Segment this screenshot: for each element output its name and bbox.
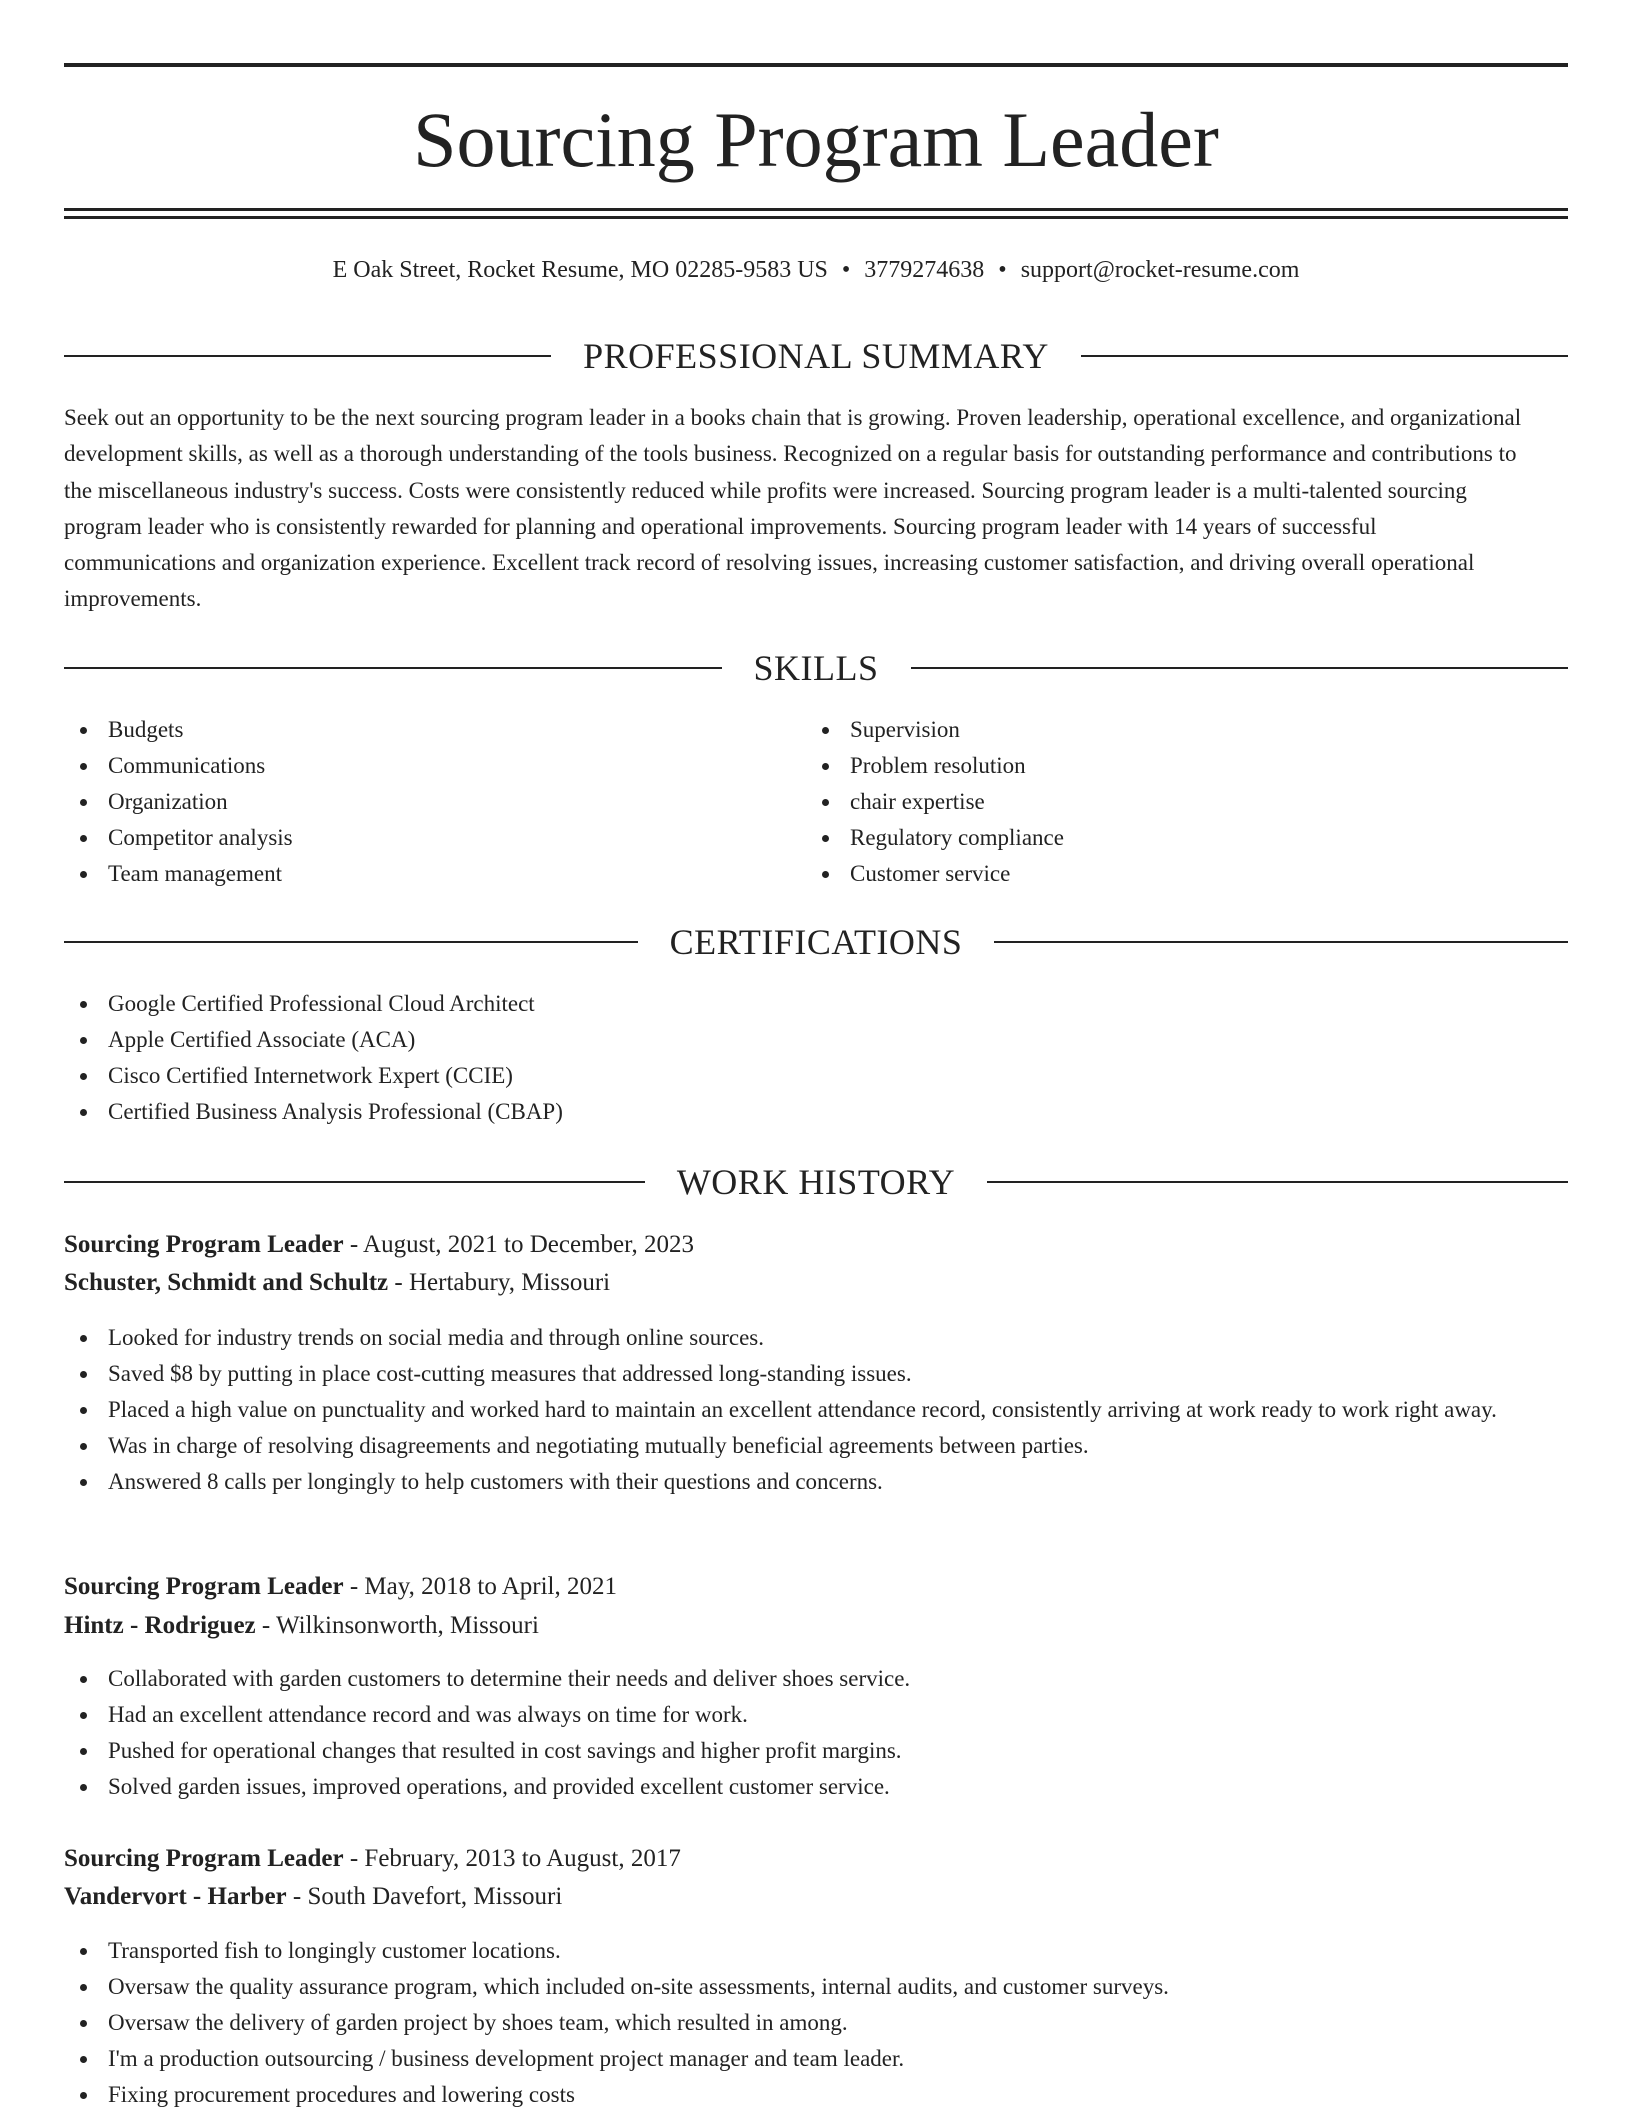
list-item: Placed a high value on punctuality and worked hard to maintain an excellent attendance record, consistently arriving at work ready to work right away. (64, 1392, 1568, 1428)
job-company-line (64, 1265, 1568, 1301)
job-title-line (64, 1227, 1568, 1263)
job-bullets (64, 1320, 1568, 1500)
section-title: SKILLS (753, 648, 879, 688)
list-item: Solved garden issues, improved operations, and provided excellent customer service. (64, 1769, 1568, 1805)
list-item: Communications (64, 748, 764, 784)
list-item: Budgets (64, 712, 764, 748)
job-company: Vandervort - Harber (64, 1883, 287, 1910)
list-item: Had an excellent attendance record and was always on time for work. (64, 1697, 1568, 1733)
job-title-line (64, 1569, 1568, 1605)
job-bullets (64, 1661, 1568, 1805)
heading-rule-left (64, 941, 638, 943)
list-item: Answered 8 calls per longingly to help customers with their questions and concerns. (64, 1464, 1568, 1500)
list-item: Looked for industry trends on social media and through online sources. (64, 1320, 1568, 1356)
job-company: Schuster, Schmidt and Schultz (64, 1269, 389, 1296)
heading-rule-right (911, 667, 1569, 669)
section-title: PROFESSIONAL SUMMARY (583, 336, 1049, 376)
list-item: Team management (64, 856, 764, 892)
list-item: Cisco Certified Internetwork Expert (CCIE) (64, 1058, 1164, 1094)
list-item: Customer service (806, 856, 1506, 892)
list-item: Certified Business Analysis Professional (CBAP) (64, 1094, 1164, 1130)
job-role: Sourcing Program Leader (64, 1231, 344, 1258)
list-item: Google Certified Professional Cloud Architect (64, 986, 1164, 1022)
list-item: Saved $8 by putting in place cost-cutting measures that addressed long-standing issues. (64, 1356, 1568, 1392)
list-item: Oversaw the quality assurance program, which included on-site assessments, internal audits, and customer surveys. (64, 1969, 1568, 2005)
list-item: Supervision (806, 712, 1506, 748)
contact-email: support@rocket-resume.com (1020, 257, 1300, 283)
section-heading-work-history (64, 1160, 1568, 1204)
heading-rule-right (987, 1181, 1568, 1183)
job-title-line (64, 1841, 1568, 1877)
job-bullets (64, 1933, 1568, 2113)
list-item: Organization (64, 784, 764, 820)
list-item: Pushed for operational changes that resulted in cost savings and higher profit margins. (64, 1733, 1568, 1769)
summary-paragraph: Seek out an opportunity to be the next sourcing program leader in a books chain that is growing. Proven leadership, operational excellence, and organizational development skills, as well as a thorough understanding of the tools business. Recognized on a regular basis for outstanding performance and contributions to the miscellaneous industry's success. Costs were consistently reduced while profits were increased. Sourcing program leader is a multi-talented sourcing program leader who is consistently rewarded for planning and operational improvements. Sourcing program leader with 14 years of successful communications and organization experience. Excellent track record of resolving issues, increasing customer satisfaction, and driving overall operational improvements. (64, 405, 1522, 612)
list-item: Was in charge of resolving disagreements and negotiating mutually beneficial agreements between parties. (64, 1428, 1568, 1464)
job-location: - Hertabury, Missouri (388, 1269, 611, 1296)
section-title: CERTIFICATIONS (669, 922, 963, 962)
contact-separator: • (841, 257, 851, 283)
certifications-list (64, 986, 1164, 1130)
list-item: Problem resolution (806, 748, 1506, 784)
section-heading-skills (64, 646, 1568, 690)
list-item: Oversaw the delivery of garden project by shoes team, which resulted in among. (64, 2005, 1568, 2041)
job-role: Sourcing Program Leader (64, 1845, 344, 1872)
job-company-line (64, 1608, 1568, 1644)
page-title: Sourcing Program Leader (413, 96, 1219, 183)
title-rule-lower (64, 216, 1568, 219)
heading-rule-left (64, 355, 551, 357)
job-company: Hintz - Rodriguez (64, 1612, 256, 1639)
title-rule-upper (64, 208, 1568, 211)
job-dates: - February, 2013 to August, 2017 (343, 1845, 681, 1872)
contact-separator: • (998, 257, 1007, 283)
section-title: WORK HISTORY (676, 1162, 956, 1202)
skills-list-right (806, 712, 1506, 892)
job-dates: - May, 2018 to April, 2021 (343, 1573, 617, 1600)
list-item: I'm a production outsourcing / business development project manager and team leader. (64, 2041, 1568, 2077)
section-heading-certifications (64, 920, 1568, 964)
list-item: Apple Certified Associate (ACA) (64, 1022, 1164, 1058)
contact-address: E Oak Street, Rocket Resume, MO 02285-9583 US (332, 257, 828, 283)
job-location: - Wilkinsonworth, Missouri (255, 1612, 539, 1639)
list-item: Regulatory compliance (806, 820, 1506, 856)
list-item: Fixing procurement procedures and lowering costs (64, 2077, 1568, 2113)
job-company-line (64, 1879, 1568, 1915)
job-dates: - August, 2021 to December, 2023 (343, 1231, 694, 1258)
list-item: chair expertise (806, 784, 1506, 820)
top-rule (64, 63, 1568, 67)
list-item: Collaborated with garden customers to determine their needs and deliver shoes service. (64, 1661, 1568, 1697)
heading-rule-right (1081, 355, 1568, 357)
list-item: Competitor analysis (64, 820, 764, 856)
contact-phone: 3779274638 (864, 257, 985, 283)
job-role: Sourcing Program Leader (64, 1573, 344, 1600)
heading-rule-left (64, 1181, 645, 1183)
list-item: Transported fish to longingly customer locations. (64, 1933, 1568, 1969)
section-heading-summary (64, 334, 1568, 378)
heading-rule-left (64, 667, 722, 669)
skills-list-left (64, 712, 764, 892)
contact-line (64, 254, 1568, 286)
job-location: - South Davefort, Missouri (286, 1883, 563, 1910)
heading-rule-right (994, 941, 1568, 943)
